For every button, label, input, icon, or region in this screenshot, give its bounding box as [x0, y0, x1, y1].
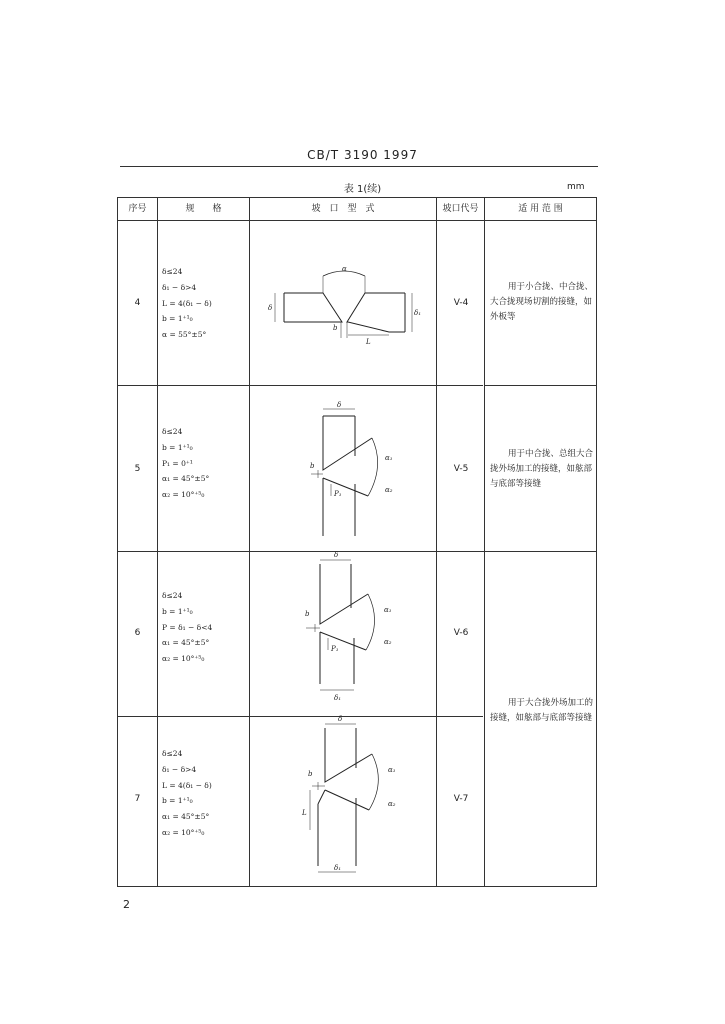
spec-line: δ≤24 [162, 267, 183, 276]
spec-line: α₁ = 45°±5° [162, 812, 210, 822]
spec-line: α = 55°±5° [162, 330, 207, 340]
spec-line: δ≤24 [162, 749, 183, 758]
col-divider [157, 198, 158, 886]
unit-label: mm [567, 182, 585, 192]
row-6-seq: 6 [134, 628, 141, 638]
header-spec: 规 格 [185, 204, 222, 214]
label-delta: δ [268, 304, 273, 312]
row-5-spec [162, 424, 209, 503]
header-groove-code: 坡口代号 [442, 204, 479, 214]
label-alpha2: α₂ [384, 638, 392, 646]
col-divider [249, 198, 250, 886]
row-divider [118, 551, 596, 552]
label-alpha2: α₂ [385, 486, 393, 494]
spec-line: L = 4(δ₁ − δ) [162, 780, 212, 790]
row-6-code: V-6 [453, 628, 469, 638]
row-7-code: V-7 [453, 794, 469, 804]
spec-line: b = 1⁺¹₀ [162, 796, 193, 806]
header-groove-form: 坡 口 型 式 [311, 204, 375, 214]
header-divider [118, 220, 596, 221]
label-P1: P₁ [331, 645, 339, 653]
row-5-scope: 用于中合拢、总组大合拢外场加工的接缝，如舷部与底部等接缝 [490, 449, 594, 489]
label-delta1: δ₁ [414, 309, 422, 317]
row-4-code: V-4 [453, 298, 469, 308]
label-alpha1: α₁ [384, 606, 392, 614]
spec-line: b = 1⁺¹₀ [162, 314, 193, 324]
header-seq: 序号 [128, 204, 147, 214]
groove-diagram-v5 [301, 398, 411, 543]
label-alpha1: α₁ [385, 454, 393, 462]
row-4-spec [162, 264, 212, 343]
groove-diagram-v6 [298, 551, 410, 706]
label-delta: δ [334, 551, 339, 559]
spec-line: α₂ = 10°⁺⁵₀ [162, 654, 205, 664]
row-5-code: V-5 [453, 464, 469, 474]
label-b: b [333, 324, 338, 332]
row-divider [484, 385, 596, 386]
label-L: L [366, 338, 371, 346]
header-rule [120, 166, 598, 167]
row-divider [118, 716, 483, 717]
label-L: L [302, 809, 307, 817]
label-alpha: α [342, 265, 347, 273]
row-4-scope: 用于小合拢、中合拢、大合拢现场切割的接缝，如外板等 [490, 282, 594, 322]
spec-line: P = δ₁ − δ<4 [162, 622, 213, 632]
spec-line: α₁ = 45°±5° [162, 474, 210, 484]
label-alpha2: α₂ [388, 800, 396, 808]
label-b: b [305, 610, 310, 618]
row-6-7-scope: 用于大合拢外场加工的接缝，如舷部与底部等接缝 [490, 698, 594, 723]
label-b: b [310, 462, 315, 470]
groove-diagram-v4 [264, 260, 434, 350]
spec-line: δ₁ − δ>4 [162, 764, 197, 774]
label-alpha1: α₁ [388, 766, 396, 774]
row-5-seq: 5 [134, 464, 141, 474]
spec-line: δ≤24 [162, 591, 183, 600]
col-divider [484, 198, 485, 886]
row-divider [118, 385, 483, 386]
label-delta: δ [337, 401, 342, 409]
label-delta1: δ₁ [334, 694, 342, 702]
spec-line: b = 1⁺¹₀ [162, 606, 193, 616]
page-number: 2 [123, 898, 130, 911]
label-delta: δ [338, 715, 343, 723]
col-divider [436, 198, 437, 886]
spec-line: δ≤24 [162, 427, 183, 436]
label-P1: P₁ [334, 490, 342, 498]
spec-line: P₁ = 0⁺¹ [162, 458, 193, 468]
row-6-spec [162, 588, 212, 667]
spec-line: α₂ = 10°⁺⁵₀ [162, 490, 205, 500]
standard-number: CB/T 3190 1997 [307, 148, 418, 162]
spec-line: b = 1⁺¹₀ [162, 442, 193, 452]
spec-line: α₂ = 10°⁺⁵₀ [162, 827, 205, 837]
row-7-spec [162, 746, 212, 841]
table-caption: 表 1(续) [343, 184, 382, 195]
groove-diagram-v7 [298, 715, 410, 878]
header-scope: 适 用 范 围 [518, 204, 563, 214]
label-b: b [308, 770, 313, 778]
row-7-seq: 7 [134, 794, 141, 804]
groove-table [117, 197, 597, 887]
row-4-seq: 4 [134, 298, 141, 308]
label-delta1: δ₁ [334, 864, 342, 872]
spec-line: L = 4(δ₁ − δ) [162, 298, 212, 308]
spec-line: δ₁ − δ>4 [162, 282, 197, 292]
spec-line: α₁ = 45°±5° [162, 638, 210, 648]
